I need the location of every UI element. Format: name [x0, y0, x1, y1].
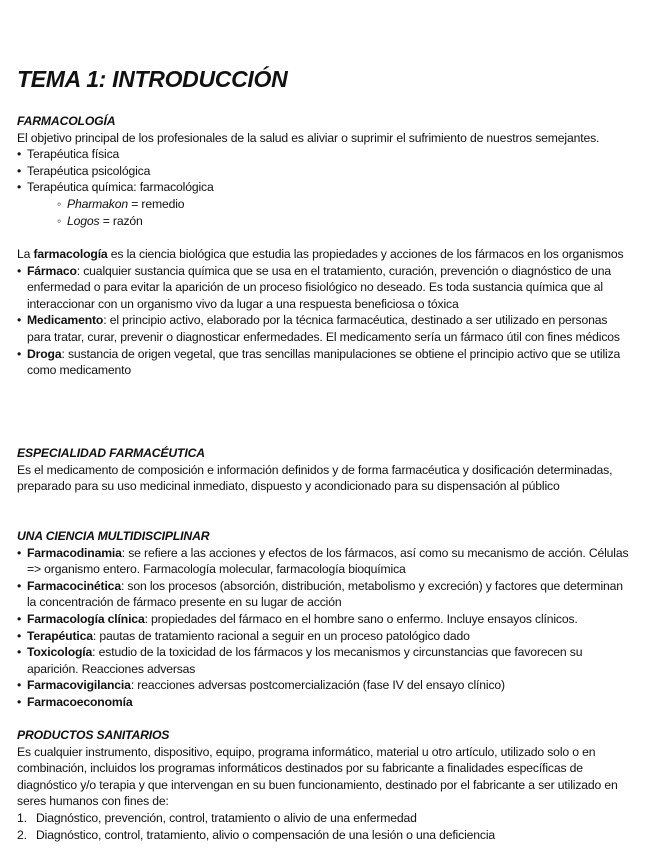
list-item — [17, 545, 629, 578]
list-item — [17, 578, 629, 611]
list-item — [17, 179, 629, 229]
term: farmacología — [33, 247, 108, 261]
list-item: • Terapéutica física — [17, 146, 629, 163]
section-heading: ESPECIALIDAD FARMACÉUTICA — [17, 446, 205, 460]
sub-list-item — [57, 196, 629, 213]
term: Toxicología — [27, 645, 93, 660]
term: Droga — [27, 346, 62, 361]
numbered-list — [17, 810, 629, 843]
definition: : el principio activo, elaborado por la técnica farmacéutica, destinado a ser utilizado en personas para tratar, curar, prevenir o diagnosticar enfermedades. El medicamento sería un fármaco útil con fines médicos — [27, 313, 620, 344]
definition: : pautas de tratamiento racional a seguir en un proceso patológico dado — [92, 628, 470, 643]
list-item — [17, 644, 629, 677]
term: Farmacoeconomía — [27, 694, 133, 709]
definition: : reacciones adversas postcomercialización (fase IV del ensayo clínico) — [130, 678, 505, 693]
term: Medicamento — [27, 313, 104, 328]
list-item — [17, 694, 629, 711]
page-title: TEMA 1: INTRODUCCIÓN — [17, 66, 288, 92]
section-heading: UNA CIENCIA MULTIDISCIPLINAR — [17, 529, 210, 543]
section-farmacologia — [17, 113, 629, 229]
definition: : se refiere a las acciones y efectos de los fármacos, así como su mecanismo de acción. Células => organismo entero. Farmacología molecular, farmacología bioquímica — [27, 545, 629, 577]
bullet-list — [17, 545, 629, 711]
text: La — [17, 247, 34, 261]
list-item — [17, 611, 629, 628]
bullet-list — [17, 263, 629, 379]
section-multidisciplinar — [17, 528, 629, 711]
section-definicion — [17, 246, 629, 379]
section-heading: FARMACOLOGÍA — [17, 114, 116, 128]
list-item — [17, 810, 629, 827]
list-item — [17, 677, 629, 694]
term: Farmacodinamia — [27, 545, 122, 560]
term: Farmacovigilancia — [27, 678, 131, 693]
term: Farmacocinética — [27, 578, 121, 593]
list-item — [17, 346, 629, 379]
sub-list-item — [57, 213, 629, 230]
list-item — [17, 263, 629, 313]
term: Terapéutica — [27, 628, 93, 643]
list-item: • Terapéutica psicológica — [17, 163, 629, 180]
definition: = razón — [99, 213, 143, 228]
paragraph: El objetivo principal de los profesionales de la salud es aliviar o suprimir el sufrimiento de nuestros semejantes. — [17, 130, 600, 145]
list-item-text: Diagnóstico, prevención, control, tratamiento o alivio de una enfermedad — [36, 810, 417, 825]
text: es la ciencia biológica que estudia las propiedades y acciones de los fármacos en los organismos — [107, 247, 624, 261]
term: Fármaco — [27, 263, 77, 278]
definition: = remedio — [127, 196, 185, 211]
section-especialidad — [17, 445, 629, 495]
definition: : propiedades del fármaco en el hombre sano o enfermo. Incluye ensayos clínicos. — [144, 611, 578, 626]
section-productos — [17, 727, 629, 843]
definition: : cualquier sustancia química que se usa en el tratamiento, curación, prevención o diagnóstico de una enfermedad o para evitar la aparición de un proceso fisiológico no deseado. Es toda sustancia química que al interaccionar con un organismo vivo da lugar a una respuesta beneficiosa o tóxica — [27, 263, 612, 311]
paragraph: Es cualquier instrumento, dispositivo, equipo, programa informático, material u otro artículo, utilizado solo o en combinación, incluidos los programas informáticos destinados por su fabricante a finalidades específicas de diagnóstico y/o terapia y que intervengan en su buen funcionamiento, destinado por el fabricante a ser utilizado en seres humanos con fines de: — [17, 744, 618, 809]
term: Farmacología clínica — [27, 611, 145, 626]
definition: : son los procesos (absorción, distribución, metabolismo y excreción) y factores que determinan la concentración de fármaco presente en su lugar de acción — [27, 578, 623, 610]
list-item-text: Terapéutica química: farmacológica — [27, 180, 214, 195]
list-item — [17, 827, 629, 844]
paragraph — [17, 246, 629, 263]
list-item-text: Diagnóstico, control, tratamiento, alivio o compensación de una lesión o una deficiencia — [36, 827, 496, 842]
section-heading: PRODUCTOS SANITARIOS — [17, 728, 170, 742]
bullet-list — [17, 146, 629, 229]
sub-bullet-list — [27, 196, 629, 229]
definition: : estudio de la toxicidad de los fármacos y los mecanismos y circunstancias que favorecen su aparición. Reacciones adversas — [27, 645, 583, 676]
list-item — [17, 312, 629, 345]
definition: : sustancia de origen vegetal, que tras sencillas manipulaciones se obtiene el principio activo que se utiliza como medicamento — [27, 346, 621, 378]
list-item — [17, 628, 629, 645]
paragraph: Es el medicamento de composición e información definidos y de forma farmacéutica y dosificación determinadas, preparado para su uso medicinal inmediato, dispuesto y acondicionado para su dispensación al público — [17, 462, 613, 494]
term: Pharmakon — [67, 196, 128, 211]
term: Logos — [67, 213, 100, 228]
